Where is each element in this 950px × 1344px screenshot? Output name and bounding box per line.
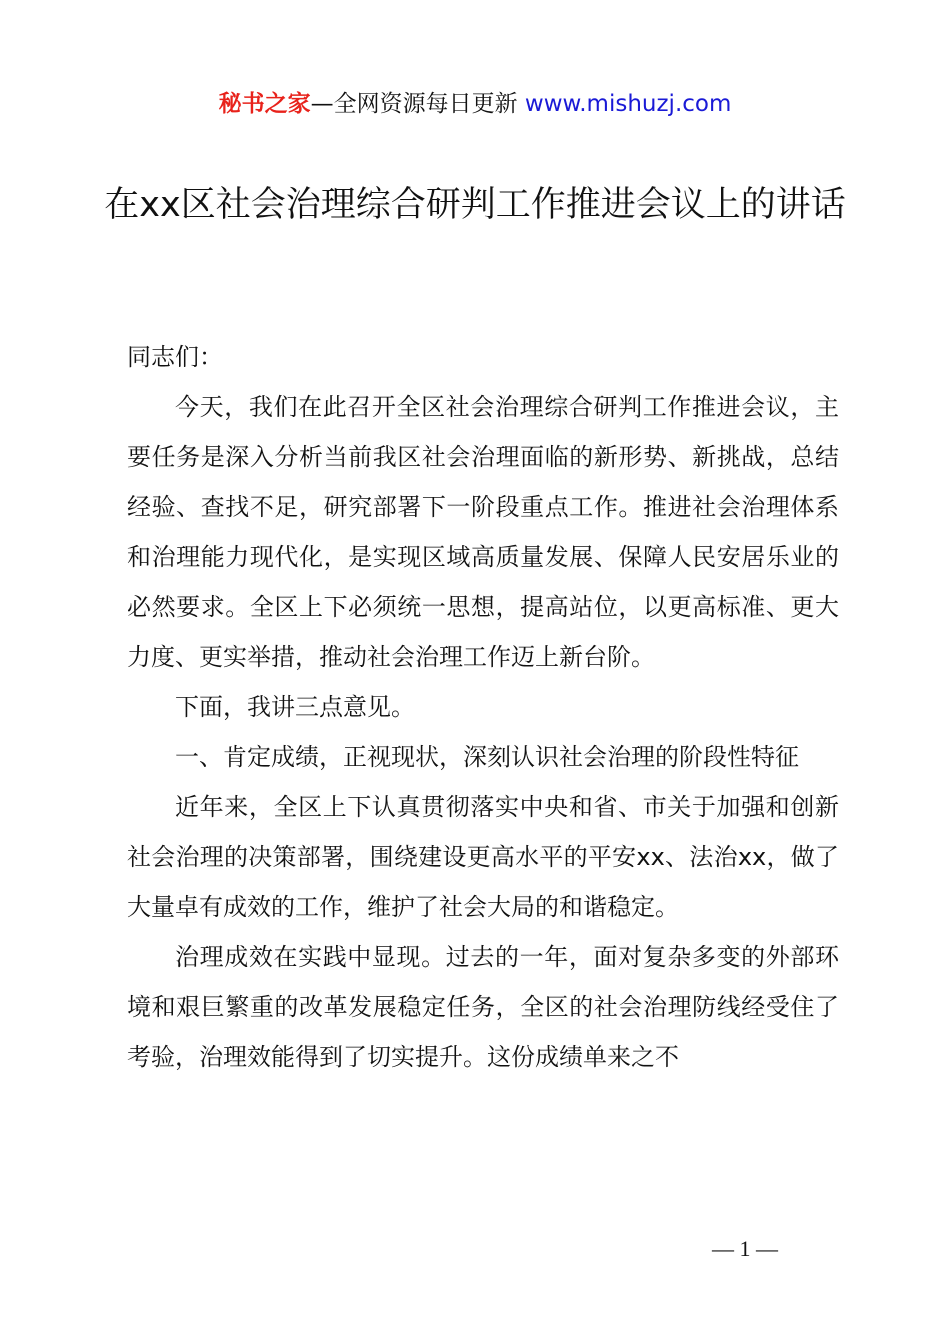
page-number: — 1 — [712,1236,778,1261]
paragraph-results: 治理成效在实践中显现。过去的一年，面对复杂多变的外部环境和艰巨繁重的改革发展稳定任务，全区的社会治理防线经受住了考验，治理效能得到了切实提升。这份成绩单来之不 [127,943,839,1071]
salutation: 同志们： [127,343,223,371]
document-title: 在xx区社会治理综合研判工作推进会议上的讲话 [104,185,846,225]
banner-tagline: —全网资源每日更新 [310,91,525,117]
banner-brand: 秘书之家 [218,91,311,117]
paragraph-outline: 下面，我讲三点意见。 [175,693,415,721]
section-heading-1: 一、肯定成绩，正视现状，深刻认识社会治理的阶段性特征 [175,743,799,771]
banner-url-link[interactable]: www.mishuzj.com [524,91,732,117]
document-body [127,332,839,1082]
site-banner [0,88,950,120]
paragraph-achievements: 近年来，全区上下认真贯彻落实中央和省、市关于加强和创新社会治理的决策部署，围绕建设更高水平的平安xx、法治xx，做了大量卓有成效的工作，维护了社会大局的和谐稳定。 [127,793,839,921]
paragraph-intro: 今天，我们在此召开全区社会治理综合研判工作推进会议，主要任务是深入分析当前我区社会治理面临的新形势、新挑战，总结经验、查找不足，研究部署下一阶段重点工作。推进社会治理体系和治理能力现代化，是实现区域高质量发展、保障人民安居乐业的必然要求。全区上下必须统一思想，提高站位，以更高标准、更大力度、更实举措，推动社会治理工作迈上新台阶。 [127,393,839,671]
